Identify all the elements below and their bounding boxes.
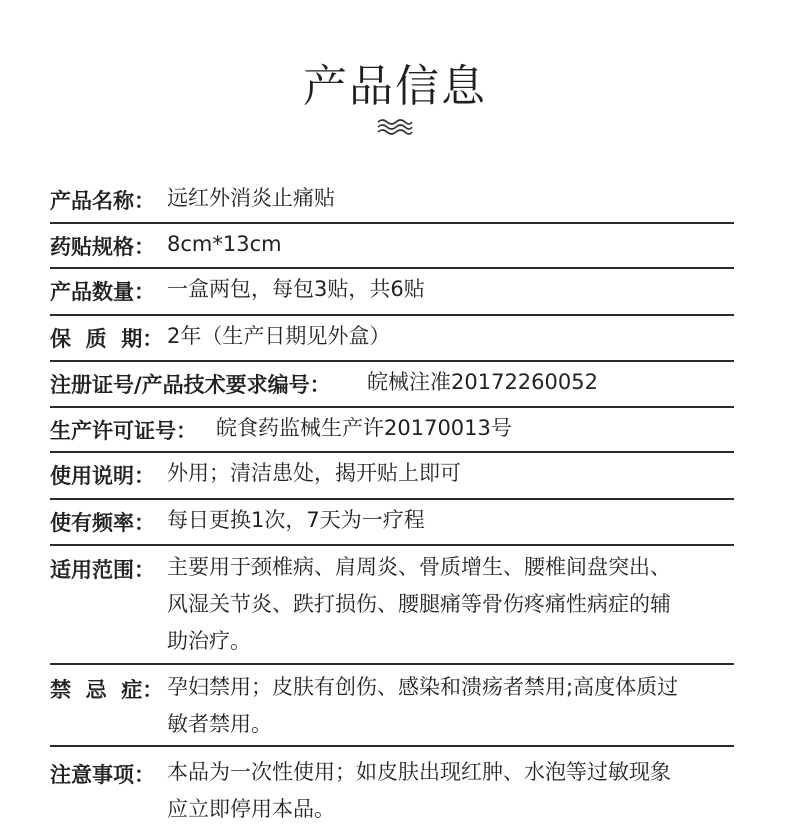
row-value: 皖食药监械生产许20170013号 — [216, 416, 512, 440]
row-value: 远红外消炎止痛贴 — [167, 186, 335, 210]
info-row-quantity — [50, 269, 734, 316]
row-label: 注册证号/产品技术要求编号： — [50, 373, 331, 397]
info-row-registration — [50, 362, 734, 408]
wave-divider-icon — [376, 118, 414, 136]
info-row-scope — [50, 546, 734, 665]
info-row-spec — [50, 224, 734, 269]
row-value: 孕妇禁用；皮肤有创伤、感染和溃疡者禁用;高度体质过 敏者禁用。 — [167, 675, 679, 736]
info-row-contraindications — [50, 665, 734, 747]
row-label: 使用说明： — [50, 464, 155, 488]
row-value: 一盒两包，每包3贴，共6贴 — [167, 277, 425, 301]
row-label: 保 质 期： — [50, 327, 164, 351]
page-title: 产品信息 — [303, 61, 487, 112]
product-info-table — [50, 178, 734, 833]
row-label: 禁 忌 症： — [50, 678, 164, 702]
info-row-usage — [50, 453, 734, 500]
row-label: 注意事项： — [50, 763, 155, 787]
info-row-shelf-life — [50, 316, 734, 362]
row-value: 2年（生产日期见外盒） — [167, 324, 391, 348]
row-value: 皖械注准20172260052 — [367, 370, 598, 394]
info-row-license — [50, 408, 734, 453]
row-value: 本品为一次性使用；如皮肤出现红肿、水泡等过敏现象 应立即停用本品。 — [167, 760, 671, 821]
row-value: 8cm*13cm — [167, 232, 282, 256]
row-value: 外用；清洁患处，揭开贴上即可 — [167, 461, 461, 485]
info-row-name — [50, 178, 734, 224]
row-label: 适用范围： — [50, 558, 155, 582]
row-value: 主要用于颈椎病、肩周炎、骨质增生、腰椎间盘突出、 风湿关节炎、跌打损伤、腰腿痛等骨伤疼痛性病症的辅 助治疗。 — [167, 555, 671, 653]
row-label: 产品名称： — [50, 189, 155, 213]
info-row-precautions — [50, 747, 734, 833]
row-label: 使有频率： — [50, 511, 155, 535]
row-value: 每日更换1次，7天为一疗程 — [167, 508, 425, 532]
row-label: 药贴规格： — [50, 235, 155, 259]
row-label: 生产许可证号： — [50, 419, 197, 443]
info-row-frequency — [50, 500, 734, 546]
row-label: 产品数量： — [50, 280, 155, 304]
